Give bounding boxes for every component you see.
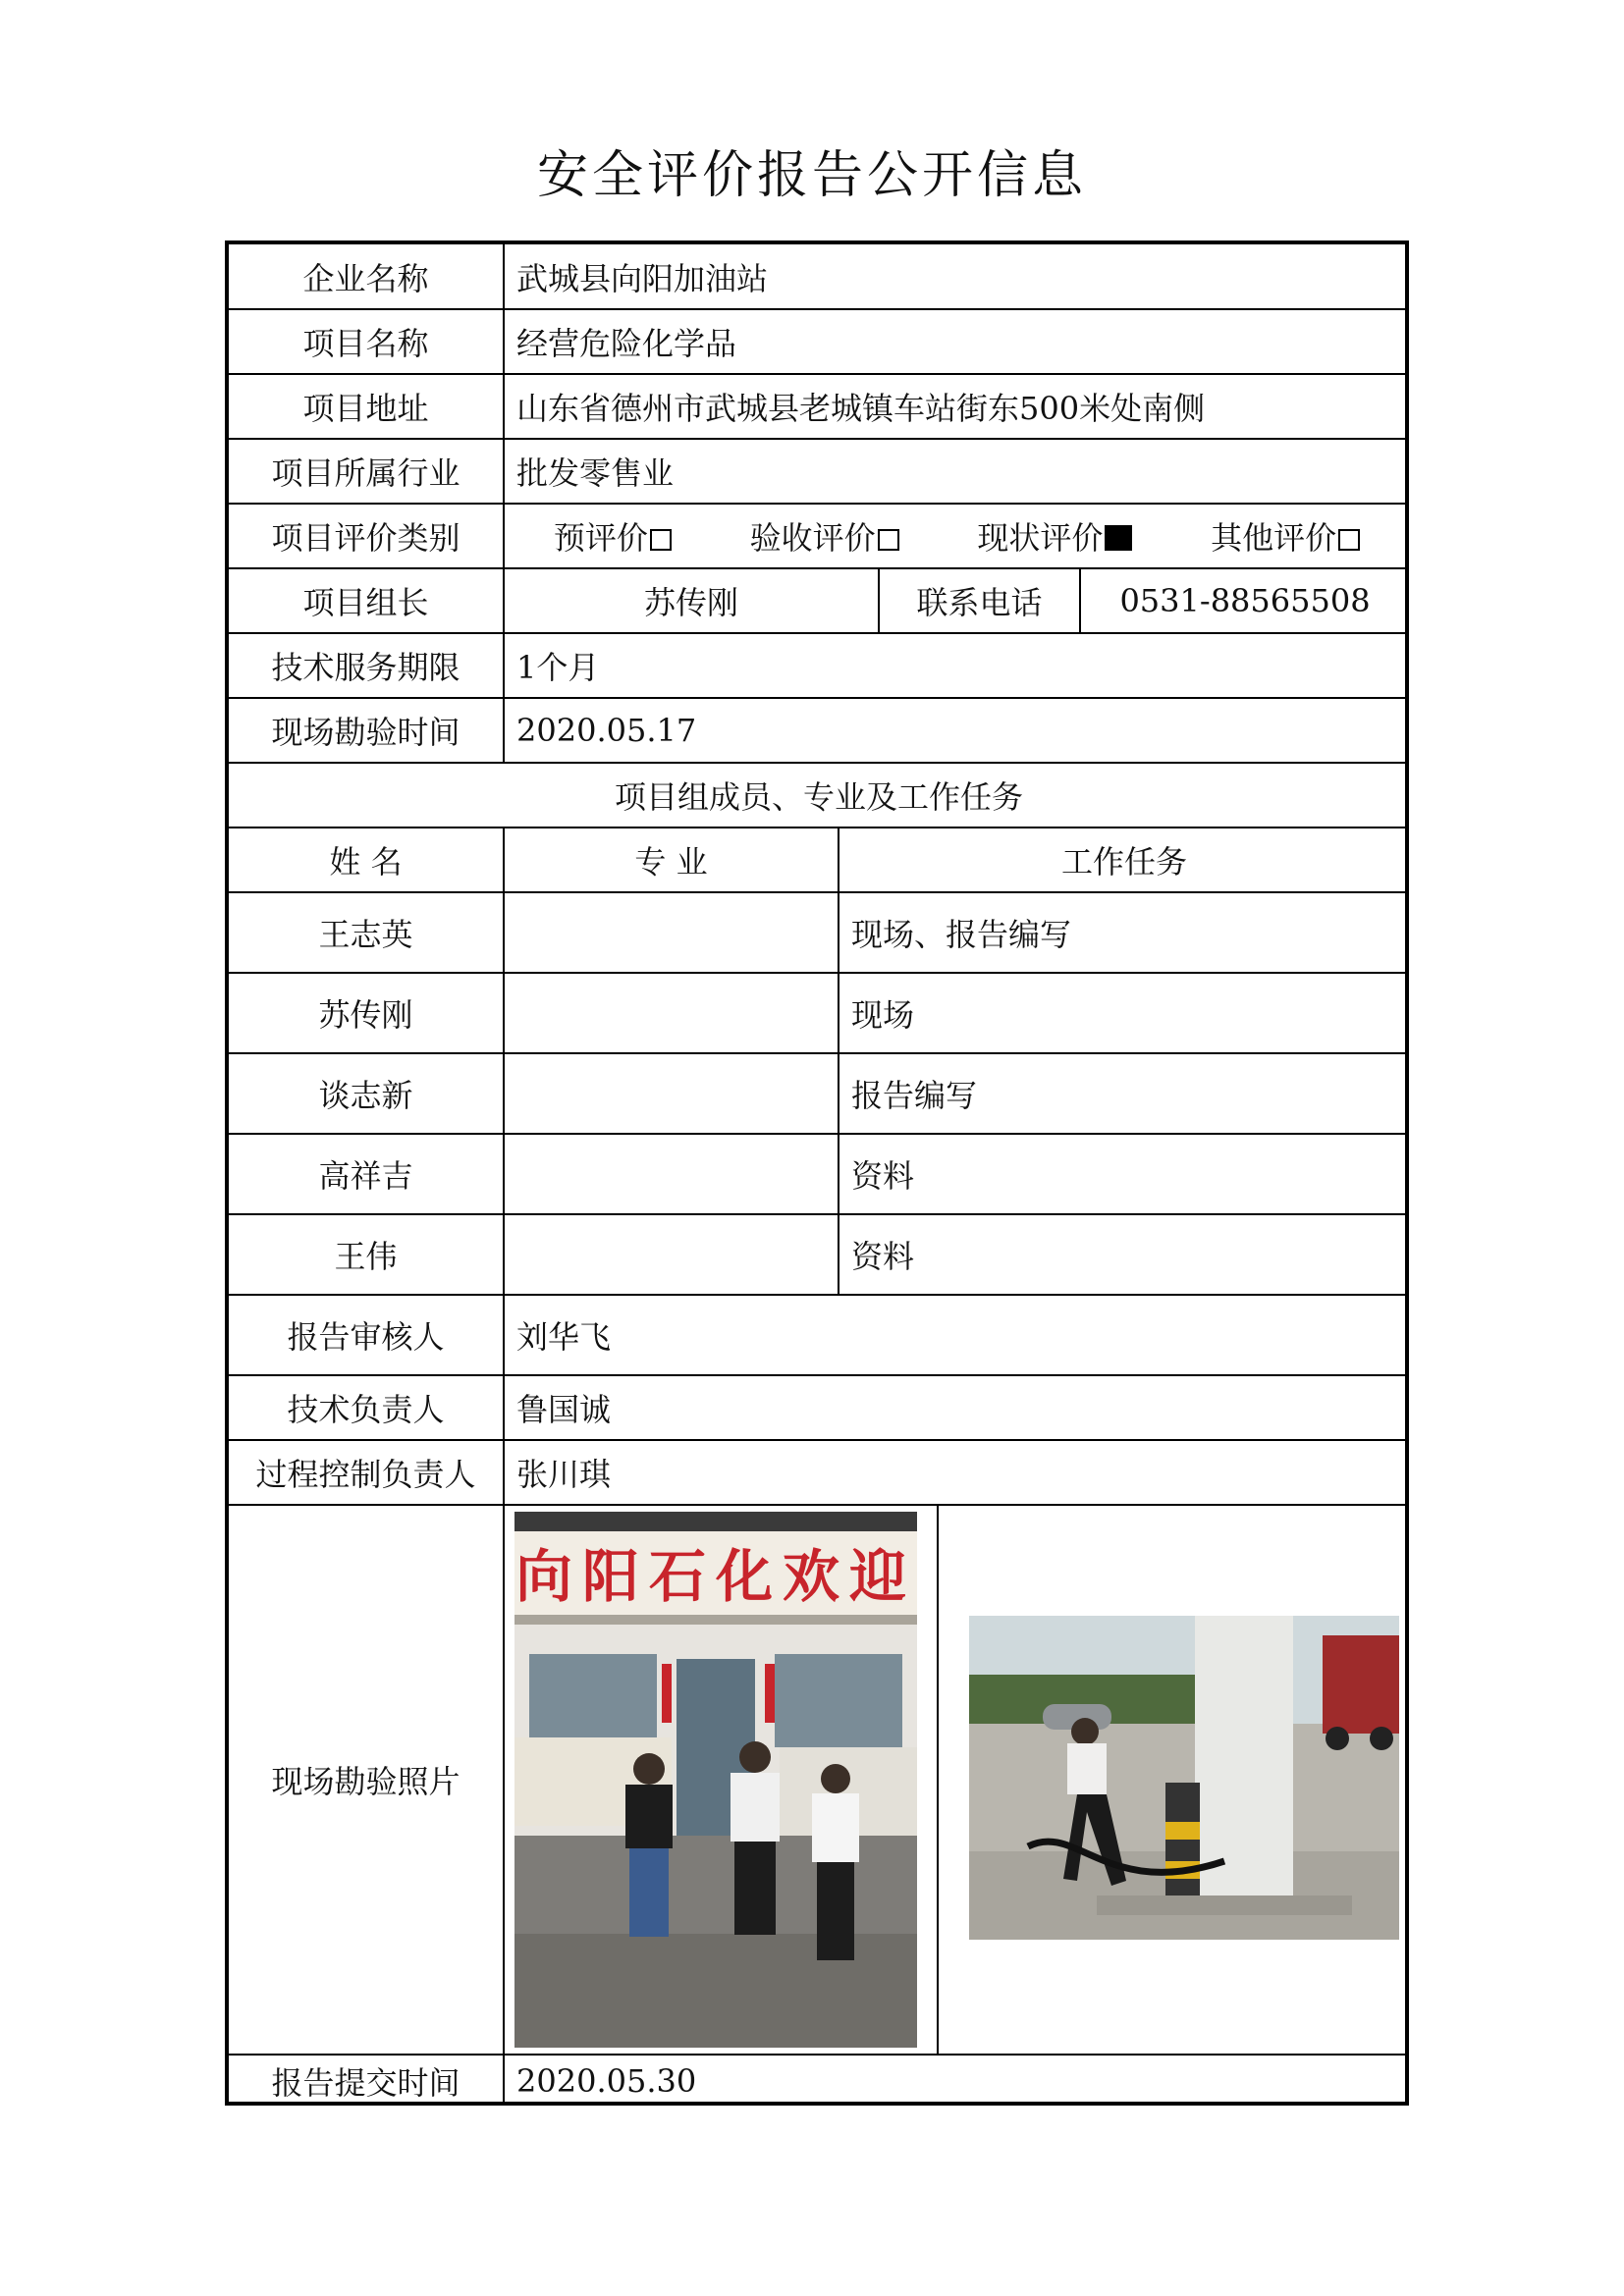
survey-value: 2020.05.17 <box>505 699 1409 764</box>
industry-label: 项目所属行业 <box>229 440 505 505</box>
process-lead-label: 过程控制负责人 <box>229 1441 505 1506</box>
process-lead-value: 张川琪 <box>505 1441 1409 1506</box>
photo1-sign-text: 向阳石化欢迎 <box>514 1543 917 1610</box>
reviewer-value: 刘华飞 <box>505 1296 1409 1376</box>
photos-label: 现场勘验照片 <box>229 1506 505 2056</box>
leader-value: 苏传刚 <box>505 569 880 634</box>
member-name: 王志英 <box>229 893 505 974</box>
company-value: 武城县向阳加油站 <box>505 244 1409 310</box>
category-label: 项目评价类别 <box>229 505 505 569</box>
period-value: 1个月 <box>505 634 1409 699</box>
category-options <box>505 505 1409 569</box>
members-header-name: 姓 名 <box>229 828 505 893</box>
member-major <box>505 893 839 974</box>
checkbox-acceptance[interactable] <box>878 529 899 551</box>
category-acceptance: 验收评价 <box>750 513 899 559</box>
info-form <box>225 240 1409 2106</box>
industry-value: 批发零售业 <box>505 440 1409 505</box>
member-name: 王伟 <box>229 1215 505 1296</box>
member-task: 资料 <box>839 1215 1409 1296</box>
address-label: 项目地址 <box>229 375 505 440</box>
member-major <box>505 974 839 1054</box>
document-title: 安全评价报告公开信息 <box>536 146 1087 205</box>
category-other: 其他评价 <box>1211 513 1360 559</box>
member-name: 苏传刚 <box>229 974 505 1054</box>
project-value: 经营危险化学品 <box>505 310 1409 375</box>
phone-label: 联系电话 <box>880 569 1081 634</box>
member-name: 谈志新 <box>229 1054 505 1135</box>
members-header-major: 专 业 <box>505 828 839 893</box>
member-task: 现场 <box>839 974 1409 1054</box>
member-task: 报告编写 <box>839 1054 1409 1135</box>
member-task: 资料 <box>839 1135 1409 1215</box>
site-photo-pump-inspection <box>969 1616 1399 1940</box>
member-major <box>505 1054 839 1135</box>
category-current: 现状评价 <box>977 513 1132 559</box>
members-header-task: 工作任务 <box>839 828 1409 893</box>
period-label: 技术服务期限 <box>229 634 505 699</box>
member-major <box>505 1135 839 1215</box>
submit-label: 报告提交时间 <box>229 2056 505 2106</box>
checkbox-pre[interactable] <box>650 529 672 551</box>
checkbox-current[interactable] <box>1105 525 1132 551</box>
tech-lead-value: 鲁国诚 <box>505 1376 1409 1441</box>
reviewer-label: 报告审核人 <box>229 1296 505 1376</box>
checkbox-other[interactable] <box>1338 529 1360 551</box>
project-label: 项目名称 <box>229 310 505 375</box>
company-label: 企业名称 <box>229 244 505 310</box>
members-section-title: 项目组成员、专业及工作任务 <box>229 764 1409 828</box>
member-major <box>505 1215 839 1296</box>
leader-label: 项目组长 <box>229 569 505 634</box>
member-name: 高祥吉 <box>229 1135 505 1215</box>
tech-lead-label: 技术负责人 <box>229 1376 505 1441</box>
address-value: 山东省德州市武城县老城镇车站街东500米处南侧 <box>505 375 1409 440</box>
member-task: 现场、报告编写 <box>839 893 1409 974</box>
phone-value: 0531-88565508 <box>1081 569 1409 634</box>
category-pre: 预评价 <box>554 513 672 559</box>
submit-value: 2020.05.30 <box>516 2061 697 2100</box>
site-photo-station-front <box>514 1512 917 2048</box>
survey-label: 现场勘验时间 <box>229 699 505 764</box>
